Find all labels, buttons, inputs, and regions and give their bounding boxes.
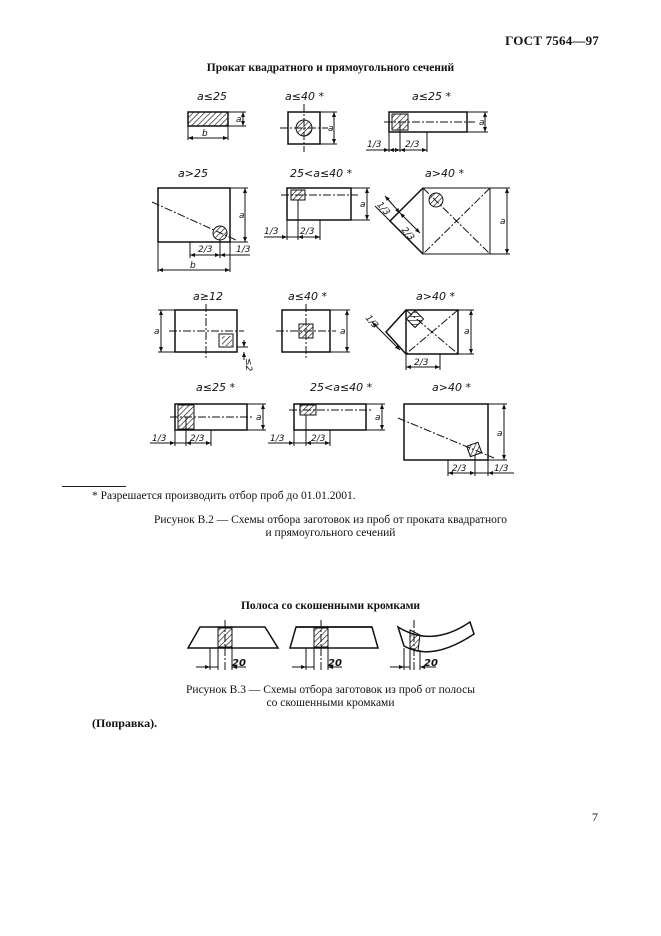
dim-a-r1c3: a (479, 118, 485, 128)
label-r3c1: a≥12 (193, 290, 223, 303)
label-r2c2: 25<a≤40 * (290, 167, 353, 180)
diagram-r2c2 (264, 188, 370, 240)
dim-third-r4c2: 1/3 (270, 434, 285, 444)
figure-b3-caption-line1: Рисунок В.3 — Схемы отбора заготовок из проб от полосы (186, 684, 475, 696)
dim-a-r1c1: a (236, 115, 242, 125)
label-r4c3: a>40 * (432, 381, 471, 394)
dim-a-r1c2: a (328, 124, 334, 134)
dim-third-r4c1: 1/3 (152, 434, 167, 444)
dim-a-r2c1: a (239, 211, 245, 221)
label-r4c1: a≤25 * (196, 381, 235, 394)
dim-20-strip2: 20 (328, 658, 342, 669)
dim-a-r4c2: a (375, 413, 381, 423)
label-r4c2: 25<a≤40 * (310, 381, 373, 394)
dim-third-r2c1: 1/3 (236, 245, 251, 255)
footnote-separator (62, 486, 126, 487)
dim-20-strip1: 20 (232, 658, 246, 669)
diagram-r4c2 (268, 404, 385, 446)
dim-two-thirds-r2c3: 2/3 (398, 225, 416, 243)
dim-20-strip3: 20 (424, 658, 438, 669)
dim-two-thirds-r4c3: 2/3 (452, 464, 467, 474)
dim-two-thirds-r2c1: 2/3 (198, 245, 213, 255)
diagram-r3c2 (276, 304, 350, 358)
dim-two-thirds-r4c1: 2/3 (190, 434, 205, 444)
dim-a-r4c1: a (256, 413, 262, 423)
dim-le2-r3c1: ≤2 (243, 358, 253, 372)
diagram-r1c3 (366, 112, 488, 152)
standard-header: ГОСТ 7564—97 (505, 33, 599, 48)
dim-third-r2c3: 1/3 (374, 200, 392, 218)
label-r1c2: a≤40 * (285, 90, 324, 103)
label-r1c3: a≤25 * (412, 90, 451, 103)
diagram-r2c3 (375, 188, 510, 254)
figure-b2-caption-line1: Рисунок В.2 — Схемы отбора заготовок из проб от проката квадратного (153, 514, 508, 526)
figure-b2-caption-line2: и прямоугольного сечений (265, 527, 396, 539)
footnote: * Разрешается производить отбор проб до 01.01.2001. (92, 490, 356, 502)
dim-b-r1: b (202, 129, 208, 139)
page-number: 7 (592, 810, 598, 824)
label-r1c1: a≤25 (197, 90, 227, 103)
label-r2c3: a>40 * (425, 167, 464, 180)
dim-two-thirds-r1c3: 2/3 (405, 140, 420, 150)
section-title-beveled-strip: Полоса со скошенными кромками (240, 600, 421, 612)
amendment-note: (Поправка). (92, 716, 158, 730)
diagram-r4c1 (150, 404, 266, 446)
dim-two-thirds-r4c2: 2/3 (311, 434, 326, 444)
dim-a-r2c3: a (500, 217, 506, 227)
dim-two-thirds-r2c2: 2/3 (300, 227, 315, 237)
figure-b3-caption-line2: со скошенными кромками (266, 697, 395, 709)
dim-a-r3c3: a (464, 327, 470, 337)
diagram-r3c1 (158, 304, 248, 360)
dim-third-r2c2: 1/3 (264, 227, 279, 237)
dim-third-r4c3: 1/3 (494, 464, 509, 474)
diagram-r2c1 (152, 188, 250, 272)
dim-a-r3c1: a (154, 327, 160, 337)
dim-third-r1c3: 1/3 (367, 140, 382, 150)
label-r3c2: a≤40 * (288, 290, 327, 303)
dim-a-r3c2: a (340, 327, 346, 337)
label-r2c1: a>25 (178, 167, 208, 180)
section-title-rolled-products: Прокат квадратного и прямоугольного сечений (206, 62, 455, 74)
dim-a-r2c2: a (360, 200, 366, 210)
dim-third-r3c3: 1/3 (362, 313, 380, 331)
dim-b-r2: b (190, 261, 196, 271)
dim-two-thirds-r3c3: 2/3 (414, 358, 429, 368)
dim-a-r4c3: a (497, 429, 503, 439)
label-r3c3: a>40 * (416, 290, 455, 303)
